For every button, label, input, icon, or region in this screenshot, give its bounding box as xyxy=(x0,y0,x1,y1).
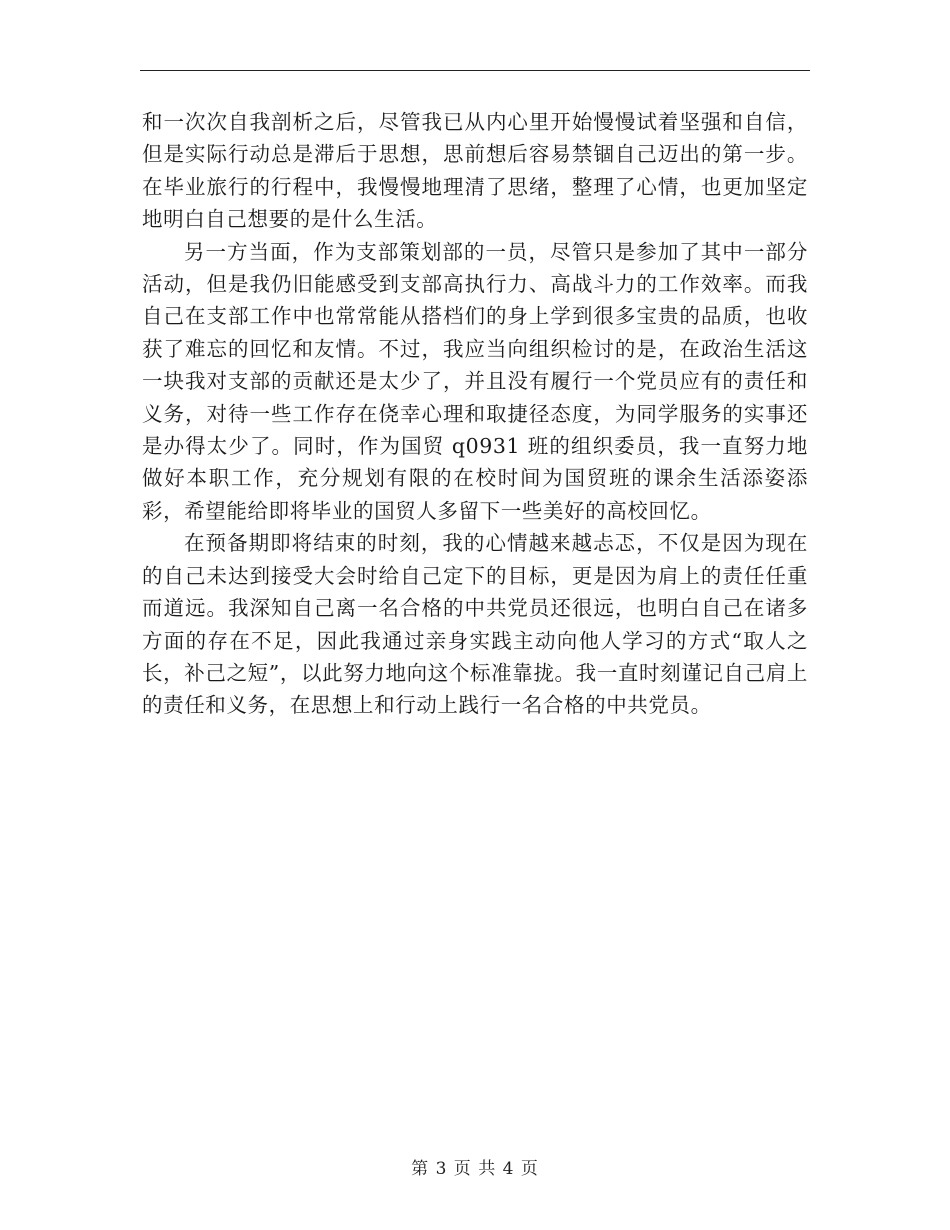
page-footer xyxy=(0,1154,950,1179)
paragraph-branch-work: 另一方当面，作为支部策划部的一员，尽管只是参加了其中一部分活动，但是我仍旧能感受到支部高执行力、高战斗力的工作效率。而我自己在支部工作中也常常能从搭档们的身上学到很多宝贵的品质，也收获了难忘的回忆和友情。不过，我应当向组织检讨的是，在政治生活这一块我对支部的贡献还是太少了，并且没有履行一个党员应有的责任和义务，对待一些工作存在侥幸心理和取捷径态度，为同学服务的实事还是办得太少了。同时，作为国贸 q0931 班的组织委员，我一直努力地做好本职工作，充分规划有限的在校时间为国贸班的课余生活添姿添彩，希望能给即将毕业的国贸人多留下一些美好的高校回忆。 xyxy=(142,239,808,523)
header-rule xyxy=(140,70,810,71)
paragraph-probation-reflection: 在预备期即将结束的时刻，我的心情越来越忐忑，不仅是因为现在的自己未达到接受大会时给自己定下的目标，更是因为肩上的责任任重而道远。我深知自己离一名合格的中共党员还很远，也明白自己在诸多方面的存在不足，因此我通过亲身实践主动向他人学习的方式“取人之长，补己之短”，以此努力地向这个标准靠拢。我一直时刻谨记自己肩上的责任和义务，在思想上和行动上践行一名合格的中共党员。 xyxy=(142,531,808,718)
document-body xyxy=(142,106,808,722)
page-number: 第 3 页 共 4 页 xyxy=(411,1159,539,1179)
paragraph-continuation: 和一次次自我剖析之后，尽管我已从内心里开始慢慢试着坚强和自信，但是实际行动总是滞后于思想，思前想后容易禁锢自己迈出的第一步。在毕业旅行的行程中，我慢慢地理清了思绪，整理了心情，也更加坚定地明白自己想要的是什么生活。 xyxy=(142,110,808,232)
